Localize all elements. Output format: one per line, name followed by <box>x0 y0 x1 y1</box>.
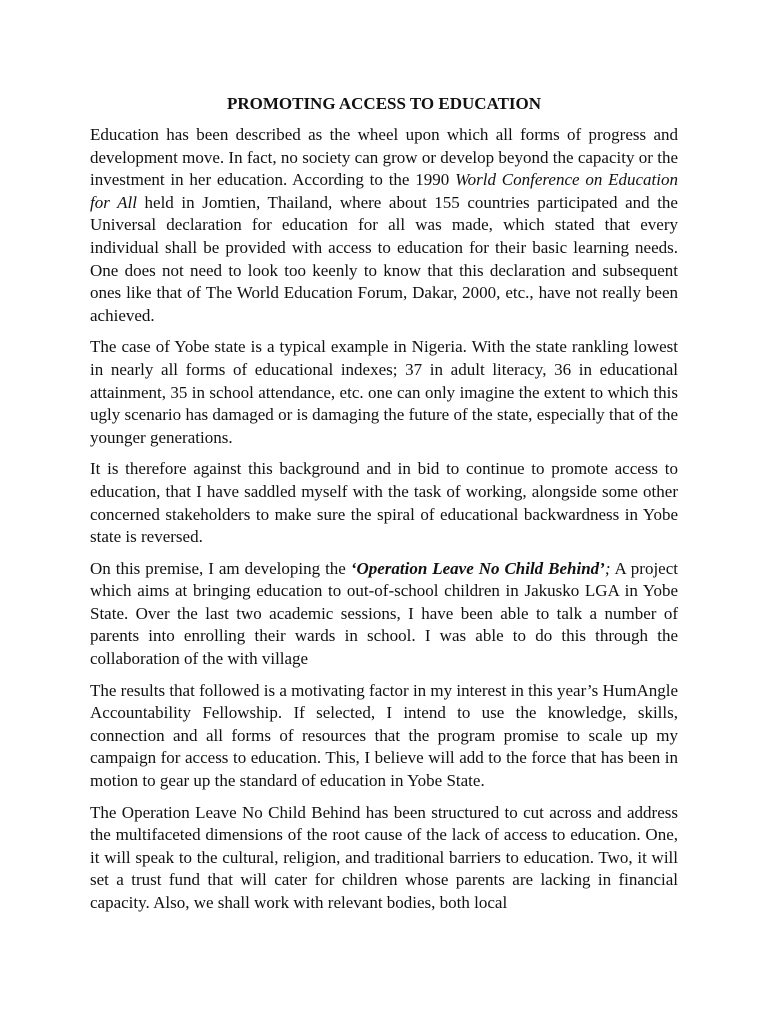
document-title: PROMOTING ACCESS TO EDUCATION <box>226 94 542 113</box>
body-paragraph <box>90 802 678 915</box>
body-paragraph <box>90 458 678 548</box>
body-paragraph <box>90 336 678 449</box>
italic-text-run: World Conference on Education for All <box>90 170 679 212</box>
bold-italic-text-run: ‘Operation Leave No Child Behind’ <box>350 558 605 578</box>
body-paragraph <box>90 558 678 671</box>
text-run: The results that followed is a motivating factor in my interest in this year’s HumAngle Accountability Fellowship. If selected, I intend to use the knowledge, skills, connection and all forms of resources that the program promise to scale up my campaign for access to education. This, I believe will add to the force that has been in motion to gear up the standard of education in Yobe State. <box>90 680 678 791</box>
text-run: held in Jomtien, Thailand, where about 155 countries participated and the Universal declaration for education for all was made, which stated that every individual shall be provided with access to education for their basic learning needs. One does not need to look too keenly to know that this declaration and subsequent ones like that of The World Education Forum, Dakar, 2000, etc., have not really been achieved. <box>90 192 678 325</box>
text-run: It is therefore against this background and in bid to continue to promote access to education, that I have saddled myself with the task of working, alongside some other concerned stakeholders to make sure the spiral of educational backwardness in Yobe state is reversed. <box>90 459 678 547</box>
text-run: A project which aims at bringing education to out-of-school children in Jakusko LGA in Yobe State. Over the last two academic sessions, I have been able to talk a number of parents into enrolling their wards in school. I was able to do this through the collaboration of the with village <box>90 558 679 669</box>
body-paragraph <box>90 680 678 793</box>
text-run: The Operation Leave No Child Behind has been structured to cut across and address the multifaceted dimensions of the root cause of the lack of access to education. One, it will speak to the cultural, religion, and traditional barriers to education. Two, it will set a trust fund that will cater for children whose parents are lacking in financial capacity. Also, we shall work with relevant bodies, both local <box>90 802 678 912</box>
italic-text-run: ; <box>604 558 611 578</box>
text-run: Education has been described as the wheel upon which all forms of progress and development move. In fact, no society can grow or develop beyond the capacity or the investment in her education. According to the 1990 <box>90 125 678 190</box>
text-run: On this premise, I am developing the <box>90 558 351 578</box>
body-paragraph <box>90 124 678 327</box>
text-run: The case of Yobe state is a typical example in Nigeria. With the state rankling lowest in nearly all forms of educational indexes; 37 in adult literacy, 36 in educational attainment, 35 in school attendance, etc. one can only imagine the extent to which this ugly scenario has damaged or is damaging the future of the state, especially that of the younger generations. <box>90 337 678 447</box>
document-body <box>90 124 678 924</box>
